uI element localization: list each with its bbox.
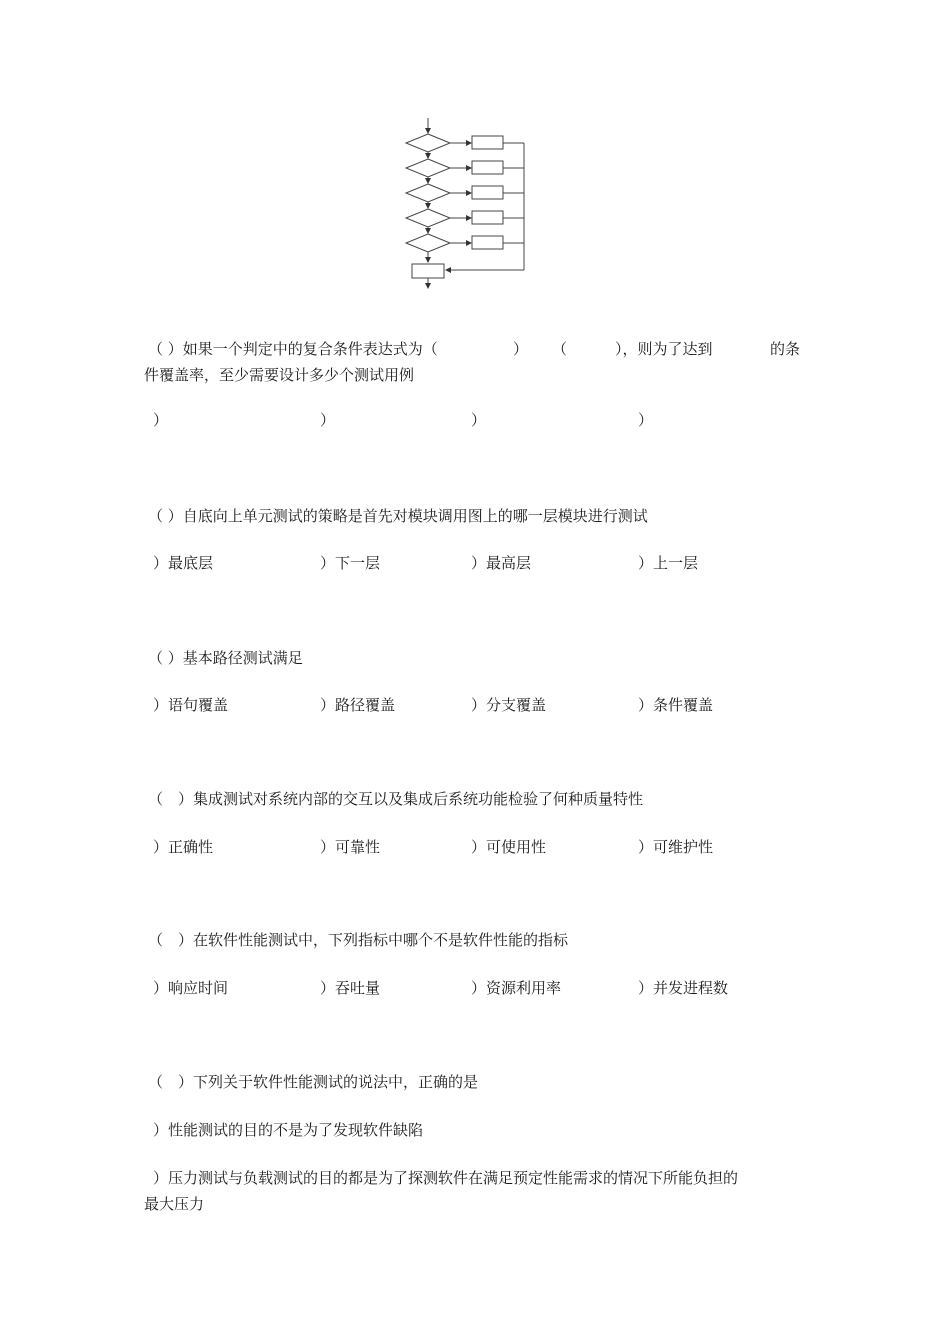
question-1-stem-c: （: [552, 340, 568, 358]
question-1-stem-a: （ ）如果一个判定中的复合条件表达式为（: [148, 340, 438, 358]
end-box: [412, 264, 444, 278]
question-1-stem-e: 的条: [770, 340, 801, 358]
question-6-option-b-line2: 最大压力: [144, 1195, 205, 1213]
question-1-option-a: ）: [153, 411, 169, 429]
question-3-option-c: ）分支覆盖: [471, 696, 547, 714]
process-box-2: [472, 161, 503, 174]
question-1-option-b: ）: [320, 411, 336, 429]
decision-diamond-4: [406, 209, 450, 227]
process-box-4: [472, 211, 503, 224]
process-box-5: [472, 236, 503, 249]
question-4-option-b: ）可靠性: [320, 838, 381, 856]
question-4-option-c: ）可使用性: [471, 838, 547, 856]
question-4-option-d: ）可维护性: [638, 838, 714, 856]
question-3-option-b: ）路径覆盖: [320, 696, 396, 714]
question-5-option-d: ）并发进程数: [638, 979, 729, 997]
question-2-option-b: ）下一层: [320, 554, 381, 572]
question-1-option-d: ）: [638, 411, 654, 429]
question-2-option-d: ）上一层: [638, 554, 699, 572]
question-2-option-a: ）最底层: [153, 554, 214, 572]
question-6-option-a: ）性能测试的目的不是为了发现软件缺陷: [153, 1121, 424, 1139]
question-2-stem: （ ）自底向上单元测试的策略是首先对模块调用图上的哪一层模块进行测试: [148, 507, 648, 525]
question-1-stem-line2: 件覆盖率，至少需要设计多少个测试用例: [144, 366, 415, 384]
decision-diamond-2: [406, 159, 450, 177]
question-1-option-c: ）: [471, 411, 487, 429]
flowchart-diagram: [400, 115, 530, 290]
process-box-3: [472, 186, 503, 199]
process-box-1: [472, 136, 503, 149]
question-5-stem: （ ）在软件性能测试中，下列指标中哪个不是软件性能的指标: [148, 931, 569, 949]
question-4-option-a: ）正确性: [153, 838, 214, 856]
question-5-option-b: ）吞吐量: [320, 979, 381, 997]
question-2-option-c: ）最高层: [471, 554, 532, 572]
question-3-option-a: ）语句覆盖: [153, 696, 229, 714]
decision-diamond-3: [406, 184, 450, 202]
decision-diamond-5: [406, 234, 450, 252]
question-1-stem-d: ），则为了达到: [615, 340, 713, 358]
question-1-stem-b: ）: [513, 340, 529, 358]
decision-diamond-1: [406, 134, 450, 152]
question-6-stem: （ ）下列关于软件性能测试的说法中，正确的是: [148, 1073, 479, 1091]
question-3-stem: （ ）基本路径测试满足: [148, 649, 303, 667]
question-4-stem: （ ）集成测试对系统内部的交互以及集成后系统功能检验了何种质量特性: [148, 790, 644, 808]
question-6-option-b-line1: ）压力测试与负载测试的目的都是为了探测软件在满足预定性能需求的情况下所能负担的: [153, 1169, 739, 1187]
question-3-option-d: ）条件覆盖: [638, 696, 714, 714]
question-5-option-c: ）资源利用率: [471, 979, 562, 997]
question-5-option-a: ）响应时间: [153, 979, 229, 997]
